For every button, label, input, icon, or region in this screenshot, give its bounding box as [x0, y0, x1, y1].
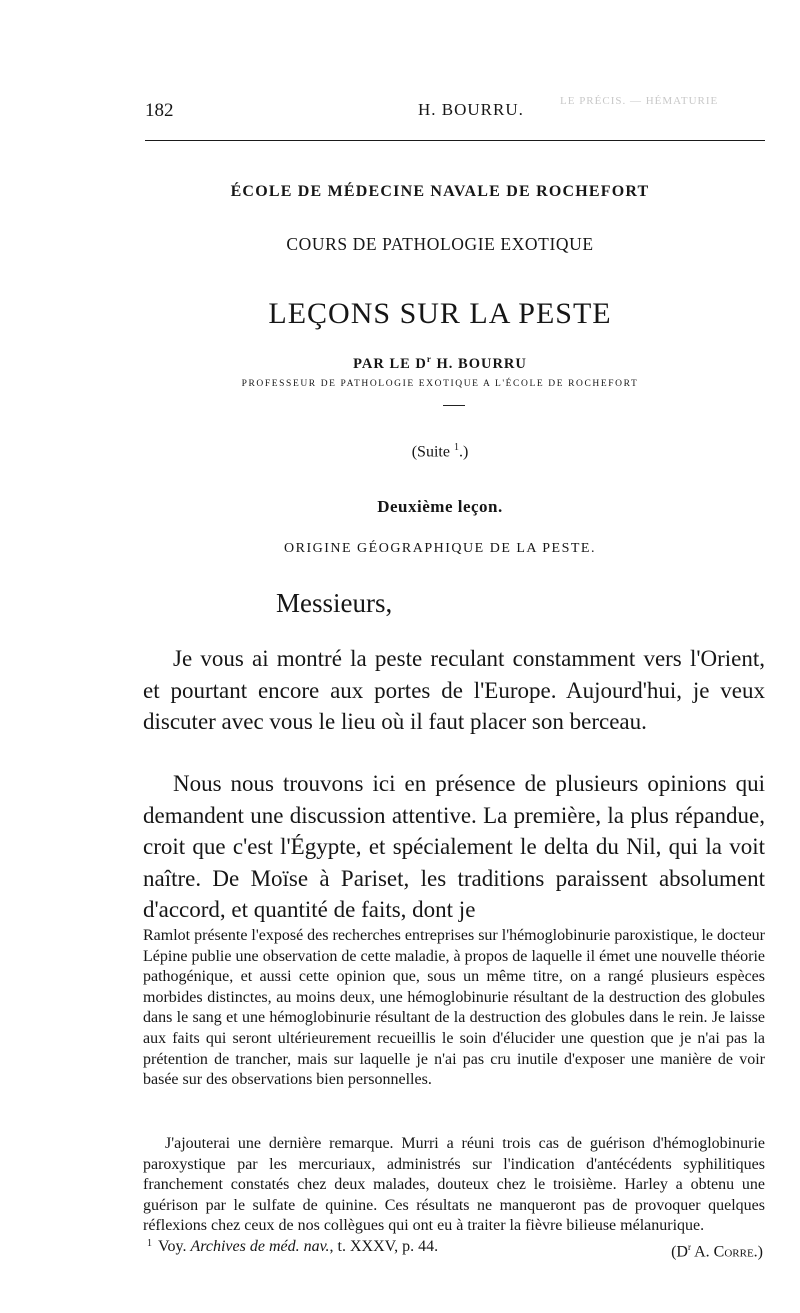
footnote-journal: Archives de méd. nav.: [190, 1238, 330, 1255]
signature-sup: r: [687, 1241, 691, 1252]
suite-footnote-mark: 1: [453, 442, 459, 453]
footnote: [147, 1238, 438, 1256]
footnote-suffix: , t. XXXV, p. 44.: [329, 1238, 439, 1255]
footnote-mark: 1: [147, 1238, 152, 1249]
page-number: 182: [145, 100, 174, 121]
body-paragraph-1: Je vous ai montré la peste reculant constamment vers l'Orient, et pourtant encore aux portes de l'Europe. Aujourd'hui, je veux discuter avec vous le lieu où il faut placer son berceau.: [143, 646, 765, 734]
header-rule: [145, 140, 765, 141]
suite-line: [120, 442, 760, 461]
running-head: [0, 100, 800, 124]
school-heading: ÉCOLE DE MÉDECINE NAVALE DE ROCHEFORT: [230, 183, 650, 200]
suite-label: (Suite: [411, 443, 450, 461]
separator-rule: [443, 405, 465, 406]
running-title: H. BOURRU.: [418, 100, 524, 119]
suite-close: .): [458, 443, 469, 461]
signature-open: (D: [671, 1243, 688, 1261]
body-paragraph-2: Nous nous trouvons ici en présence de plusieurs opinions qui demandent une discussion attentive. La première, la plus répandue, croit que c'est l'Égypte, et spécialement le delta du Nil, qui la voit naître. De Moïse à Pariset, les traditions paraissent absolument d'accord, et quantité de faits, dont je: [143, 771, 765, 922]
signature-name: A. Corre.): [690, 1243, 763, 1261]
page-title: LEÇONS SUR LA PESTE: [268, 297, 612, 330]
salutation: Messieurs,: [276, 588, 393, 618]
note-signature: [649, 1237, 763, 1263]
author-sup: r: [426, 354, 432, 364]
footnote-prefix: Voy.: [158, 1238, 191, 1255]
note-paragraph-2-text: J'ajouterai une dernière remarque. Murri a réuni trois cas de guérison d'hémoglobinurie paroxystique par les mercuriaux, administrés sur l'indication d'antécédents syphilitiques franchement constatés chez deux malades, douteux chez le troisième. Harley a obtenu une guérison par le sulfate de quinine. Ces résultats ne manqueront pas de provoquer quelques réflexions chez ceux de nos collègues qui ont eu à traiter la fièvre bilieuse mélanurique.: [143, 1135, 765, 1235]
show-through-text: LE PRÉCIS. — HÉMATURIE: [560, 95, 719, 107]
note-paragraph-1: Ramlot présente l'exposé des recherches entreprises sur l'hémoglobinurie paroxistique, le docteur Lépine publie une observation de cette maladie, à propos de laquelle il émet une nouvelle théorie pathogénique, et aussi cette opinion que, sous un même titre, on a rangé plusieurs espèces morbides distinctes, au moins deux, une hémoglobinurie résultant de la destruction des globules dans le sang et une hémoglobinurie résultant de la destruction des globules dans le rein. Je laisse aux faits qui seront ultérieurement recueillis le soin d'élucider une question que je n'ai pas la prétention de trancher, mais sur laquelle je n'ai pas cru inutile d'exposer une manière de voir basée sur des observations bien personnelles.: [143, 927, 766, 1089]
course-heading: COURS DE PATHOLOGIE EXOTIQUE: [286, 234, 594, 254]
author-prefix: PAR LE D: [353, 355, 427, 372]
author-name: H. BOURRU: [431, 355, 527, 372]
section-heading: ORIGINE GÉOGRAPHIQUE DE LA PESTE.: [284, 541, 596, 556]
author-role: PROFESSEUR DE PATHOLOGIE EXOTIQUE A L'ÉCOLE DE ROCHEFORT: [241, 379, 639, 389]
author-line: [120, 354, 760, 373]
lecon-heading: Deuxième leçon.: [377, 497, 503, 516]
